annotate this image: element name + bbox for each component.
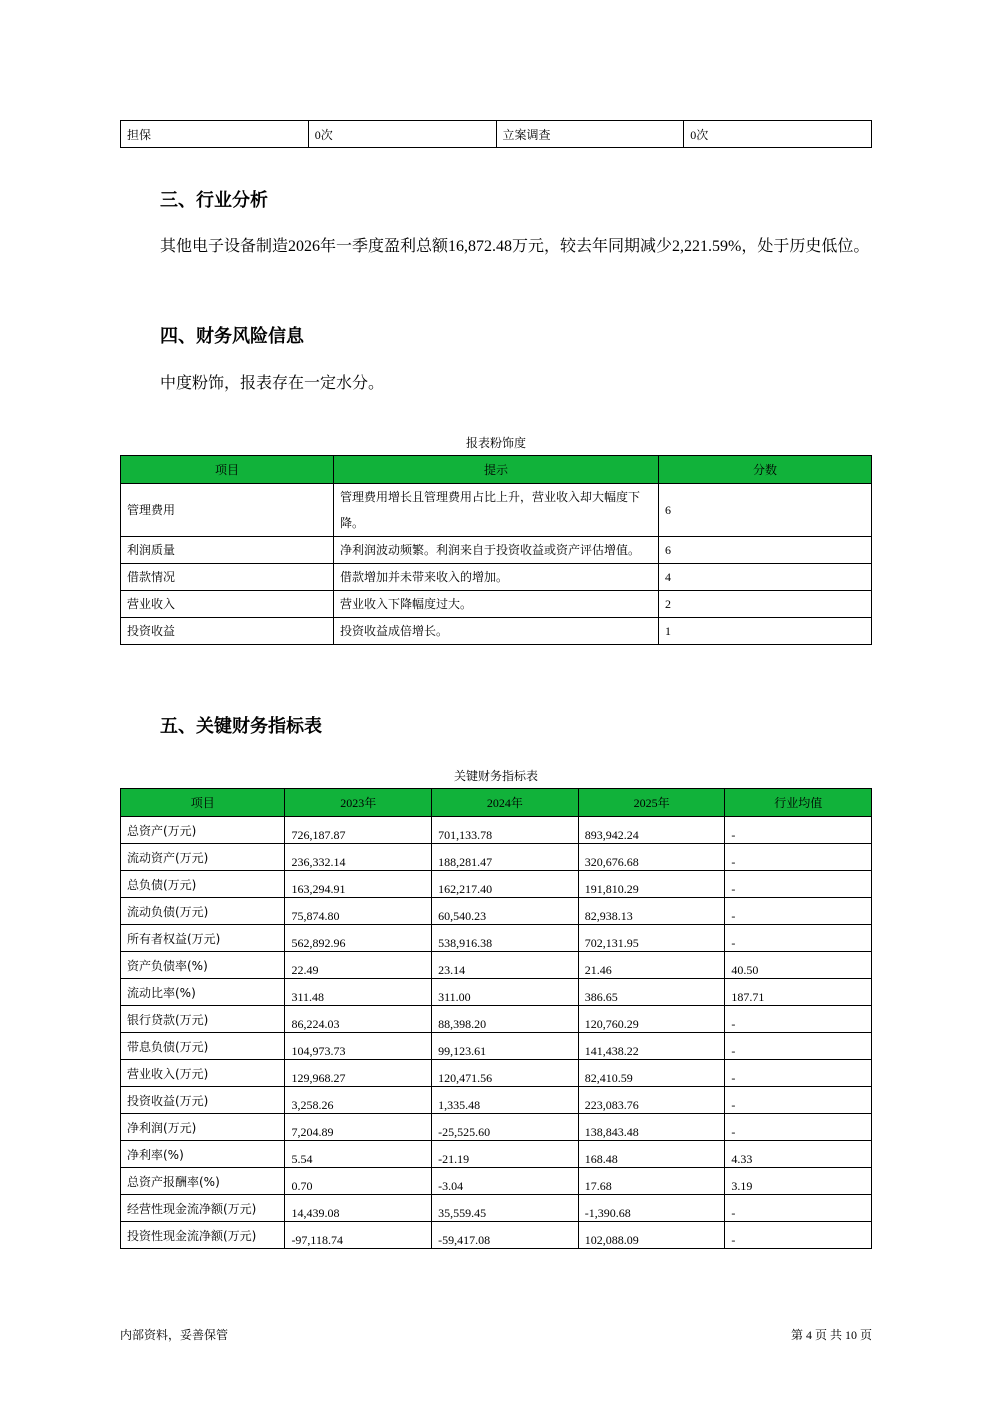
metric-label: 营业收入(万元) xyxy=(121,1060,285,1087)
metric-value: 102,088.09 xyxy=(578,1222,725,1249)
table-cell: 担保 xyxy=(121,121,309,148)
metric-value: 702,131.95 xyxy=(578,925,725,952)
table-row xyxy=(121,871,872,898)
metric-label: 总资产报酬率(%) xyxy=(121,1168,285,1195)
metric-label: 所有者权益(万元) xyxy=(121,925,285,952)
footer-page-number: 第 4 页 共 10 页 xyxy=(790,1328,872,1342)
risk-score: 4 xyxy=(659,564,872,591)
metric-value: 3,258.26 xyxy=(285,1087,432,1114)
table-row xyxy=(121,979,872,1006)
metric-label: 经营性现金流净额(万元) xyxy=(121,1195,285,1222)
metric-value: 191,810.29 xyxy=(578,871,725,898)
metric-value: 120,760.29 xyxy=(578,1006,725,1033)
metric-value: 3.19 xyxy=(725,1168,872,1195)
metric-label: 净利率(%) xyxy=(121,1141,285,1168)
column-header: 2023年 xyxy=(285,789,432,817)
metric-value: 562,892.96 xyxy=(285,925,432,952)
column-header: 2025年 xyxy=(578,789,725,817)
metric-value: - xyxy=(725,817,872,844)
metric-value: - xyxy=(725,1222,872,1249)
column-header: 提示 xyxy=(334,456,659,484)
metric-value: 14,439.08 xyxy=(285,1195,432,1222)
column-header: 项目 xyxy=(121,456,334,484)
metric-value: 82,938.13 xyxy=(578,898,725,925)
table-cell: 立案调查 xyxy=(496,121,684,148)
metric-value: 40.50 xyxy=(725,952,872,979)
metric-value: 141,438.22 xyxy=(578,1033,725,1060)
metric-value: -59,417.08 xyxy=(432,1222,579,1249)
metric-value: 17.68 xyxy=(578,1168,725,1195)
metric-value: - xyxy=(725,1006,872,1033)
metric-value: 187.71 xyxy=(725,979,872,1006)
column-header: 分数 xyxy=(659,456,872,484)
table-row xyxy=(121,925,872,952)
risk-score: 1 xyxy=(659,618,872,645)
metric-value: 35,559.45 xyxy=(432,1195,579,1222)
metric-value: 4.33 xyxy=(725,1141,872,1168)
metric-value: 236,332.14 xyxy=(285,844,432,871)
metric-value: 223,083.76 xyxy=(578,1087,725,1114)
metric-value: 893,942.24 xyxy=(578,817,725,844)
metric-label: 总资产(万元) xyxy=(121,817,285,844)
key-financial-table xyxy=(120,788,872,1249)
metric-value: 86,224.03 xyxy=(285,1006,432,1033)
metric-label: 净利润(万元) xyxy=(121,1114,285,1141)
metric-value: - xyxy=(725,898,872,925)
metric-value: 129,968.27 xyxy=(285,1060,432,1087)
metric-value: 60,540.23 xyxy=(432,898,579,925)
metric-value: 75,874.80 xyxy=(285,898,432,925)
metric-label: 流动负债(万元) xyxy=(121,898,285,925)
metric-value: 120,471.56 xyxy=(432,1060,579,1087)
table-row xyxy=(121,1087,872,1114)
risk-score: 6 xyxy=(659,537,872,564)
guarantee-table xyxy=(120,120,872,148)
metric-value: 311.48 xyxy=(285,979,432,1006)
risk-tip: 管理费用增长且管理费用占比上升，营业收入却大幅度下降。 xyxy=(334,484,659,537)
footer-confidential: 内部资料，妥善保管 xyxy=(120,1328,229,1342)
metric-value: 7,204.89 xyxy=(285,1114,432,1141)
risk-tip: 投资收益成倍增长。 xyxy=(334,618,659,645)
metric-value: 163,294.91 xyxy=(285,871,432,898)
table-cell: 0次 xyxy=(308,121,496,148)
table-row xyxy=(121,1168,872,1195)
metric-label: 流动资产(万元) xyxy=(121,844,285,871)
risk-tip: 营业收入下降幅度过大。 xyxy=(334,591,659,618)
table-row xyxy=(121,844,872,871)
risk-score: 6 xyxy=(659,484,872,537)
risk-table xyxy=(120,455,872,645)
fin-table-caption: 关键财务指标表 xyxy=(453,769,538,783)
industry-analysis-text: 其他电子设备制造2026年一季度盈利总额16,872.48万元，较去年同期减少2,221.59%，处于历史低位。 xyxy=(160,238,870,255)
metric-value: 701,133.78 xyxy=(432,817,579,844)
risk-score: 2 xyxy=(659,591,872,618)
section-heading-risk: 四、财务风险信息 xyxy=(160,326,304,347)
table-row xyxy=(121,1033,872,1060)
metric-value: -3.04 xyxy=(432,1168,579,1195)
risk-table-caption: 报表粉饰度 xyxy=(465,436,526,450)
section-heading-industry: 三、行业分析 xyxy=(160,190,268,211)
table-row xyxy=(121,1060,872,1087)
table-row xyxy=(121,817,872,844)
table-row xyxy=(121,898,872,925)
metric-label: 银行贷款(万元) xyxy=(121,1006,285,1033)
risk-tip: 净利润波动频繁。利润来自于投资收益或资产评估增值。 xyxy=(334,537,659,564)
metric-label: 投资性现金流净额(万元) xyxy=(121,1222,285,1249)
metric-value: 22.49 xyxy=(285,952,432,979)
metric-value: 726,187.87 xyxy=(285,817,432,844)
risk-summary-text: 中度粉饰，报表存在一定水分。 xyxy=(160,373,385,392)
table-row xyxy=(121,1141,872,1168)
section-heading-key-metrics: 五、关键财务指标表 xyxy=(160,716,322,737)
table-row xyxy=(121,1195,872,1222)
metric-value: 138,843.48 xyxy=(578,1114,725,1141)
metric-value: 311.00 xyxy=(432,979,579,1006)
table-row xyxy=(121,121,872,148)
metric-label: 投资收益(万元) xyxy=(121,1087,285,1114)
risk-item: 利润质量 xyxy=(121,537,334,564)
metric-label: 带息负债(万元) xyxy=(121,1033,285,1060)
metric-value: 21.46 xyxy=(578,952,725,979)
table-row xyxy=(121,952,872,979)
metric-value: 538,916.38 xyxy=(432,925,579,952)
table-row xyxy=(121,484,872,537)
metric-value: 320,676.68 xyxy=(578,844,725,871)
metric-value: - xyxy=(725,925,872,952)
metric-value: 188,281.47 xyxy=(432,844,579,871)
metric-value: 1,335.48 xyxy=(432,1087,579,1114)
table-row xyxy=(121,591,872,618)
risk-item: 投资收益 xyxy=(121,618,334,645)
table-row xyxy=(121,618,872,645)
metric-value: 88,398.20 xyxy=(432,1006,579,1033)
table-row xyxy=(121,1222,872,1249)
metric-value: 23.14 xyxy=(432,952,579,979)
risk-item: 管理费用 xyxy=(121,484,334,537)
metric-value: - xyxy=(725,1087,872,1114)
metric-value: - xyxy=(725,1033,872,1060)
table-header-row xyxy=(121,456,872,484)
column-header: 行业均值 xyxy=(725,789,872,817)
risk-item: 营业收入 xyxy=(121,591,334,618)
table-row xyxy=(121,1114,872,1141)
table-row xyxy=(121,564,872,591)
metric-value: -97,118.74 xyxy=(285,1222,432,1249)
metric-value: 162,217.40 xyxy=(432,871,579,898)
metric-label: 流动比率(%) xyxy=(121,979,285,1006)
metric-value: - xyxy=(725,844,872,871)
metric-label: 资产负债率(%) xyxy=(121,952,285,979)
table-cell: 0次 xyxy=(684,121,872,148)
metric-value: 168.48 xyxy=(578,1141,725,1168)
table-row xyxy=(121,1006,872,1033)
table-header-row xyxy=(121,789,872,817)
metric-value: 99,123.61 xyxy=(432,1033,579,1060)
column-header: 2024年 xyxy=(432,789,579,817)
risk-tip: 借款增加并未带来收入的增加。 xyxy=(334,564,659,591)
metric-value: -1,390.68 xyxy=(578,1195,725,1222)
metric-value: 0.70 xyxy=(285,1168,432,1195)
risk-item: 借款情况 xyxy=(121,564,334,591)
metric-value: - xyxy=(725,1114,872,1141)
metric-value: - xyxy=(725,871,872,898)
metric-value: 5.54 xyxy=(285,1141,432,1168)
metric-value: 82,410.59 xyxy=(578,1060,725,1087)
table-body xyxy=(121,817,872,1249)
metric-value: 386.65 xyxy=(578,979,725,1006)
table-row xyxy=(121,537,872,564)
metric-value: - xyxy=(725,1060,872,1087)
metric-value: -21.19 xyxy=(432,1141,579,1168)
metric-value: 104,973.73 xyxy=(285,1033,432,1060)
metric-label: 总负债(万元) xyxy=(121,871,285,898)
metric-value: -25,525.60 xyxy=(432,1114,579,1141)
column-header: 项目 xyxy=(121,789,285,817)
metric-value: - xyxy=(725,1195,872,1222)
